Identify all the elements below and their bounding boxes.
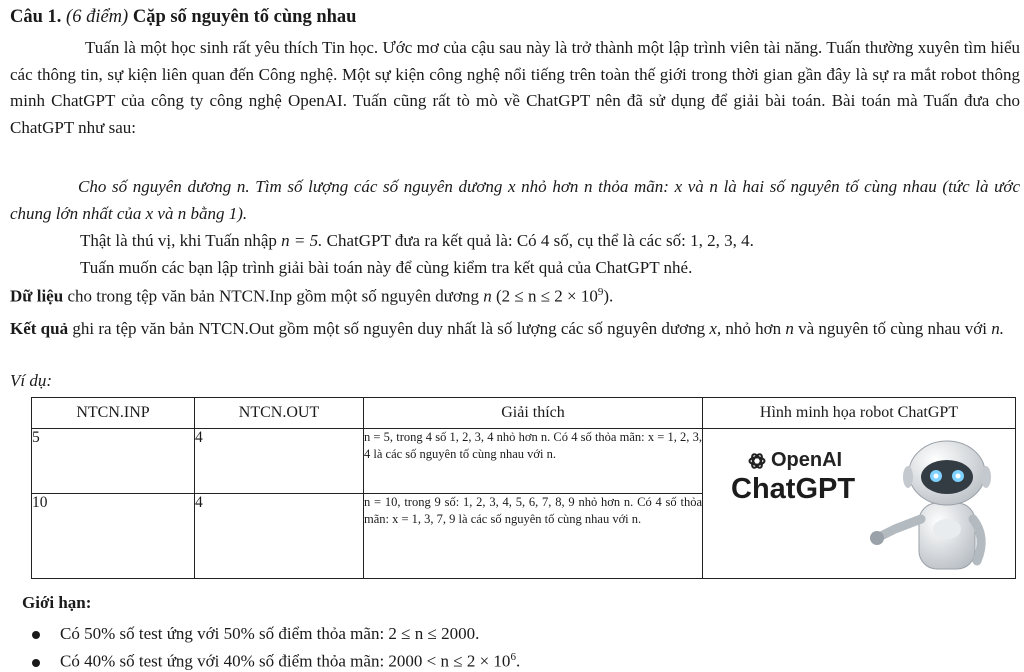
input-spec-close: ). <box>603 286 614 306</box>
chatgpt-logo-text: ChatGPT <box>731 473 856 505</box>
input-spec-exponent: 9 <box>597 286 604 298</box>
chatgpt-illustration <box>703 429 1015 577</box>
bullet-icon <box>32 659 40 667</box>
table-header: Giải thích <box>364 398 703 429</box>
bullet-icon <box>32 631 40 639</box>
input-spec <box>10 286 613 307</box>
output-spec-var-n2: n. <box>991 319 1004 338</box>
example-sentence-math: n = 5. <box>281 231 323 250</box>
output-spec <box>10 314 1020 343</box>
limit-item-end: . <box>515 651 521 671</box>
limit-item <box>32 651 520 672</box>
output-spec-text1: ghi ra tệp văn bản NTCN.Out gồm một số nguyên duy nhất là số lượng các số nguyên dương <box>72 319 706 338</box>
openai-icon <box>747 451 767 471</box>
example-table <box>31 397 1016 579</box>
output-spec-var-n: n <box>785 319 794 338</box>
table-header-row <box>32 398 1016 429</box>
limit-item-exponent: 6 <box>510 651 516 663</box>
table-cell-out: 4 <box>195 429 364 494</box>
table-header: Hình minh họa robot ChatGPT <box>703 398 1016 429</box>
table-cell-inp: 5 <box>32 429 195 494</box>
limits-heading: Giới hạn: <box>22 593 92 612</box>
output-spec-text2: nhỏ hơn <box>725 319 782 338</box>
robot-icon <box>863 433 1003 573</box>
output-spec-text3: và nguyên tố cùng nhau với <box>798 319 987 338</box>
input-spec-label: Dữ liệu <box>10 286 64 306</box>
example-sentence-post: ChatGPT đưa ra kết quả là: Có 4 số, cụ thể là các số: 1, 2, 3, 4. <box>326 231 754 250</box>
table-row <box>32 429 1016 494</box>
table-cell-explanation: n = 5, trong 4 số 1, 2, 3, 4 nhỏ hơn n. Có 4 số thỏa mãn: x = 1, 2, 3, 4 là các số nguyên tố cùng nhau với n. <box>364 429 703 494</box>
openai-logo-text: OpenAI <box>771 449 843 471</box>
table-header: NTCN.OUT <box>195 398 364 429</box>
question-label: Câu 1. <box>10 7 62 27</box>
example-sentence <box>80 231 754 251</box>
table-cell-out: 4 <box>195 494 364 579</box>
question-title <box>10 7 356 28</box>
question-name: Cặp số nguyên tố cùng nhau <box>132 7 357 27</box>
invite-sentence: Tuấn muốn các bạn lập trình giải bài toán này để cùng kiểm tra kết quả của ChatGPT nhé. <box>80 258 693 277</box>
limit-item <box>32 624 479 644</box>
intro-paragraph: Tuấn là một học sinh rất yêu thích Tin học. Ước mơ của cậu sau này là trở thành một lập trình viên tài năng. Tuấn thường xuyên tìm hiểu các thông tin, sự kiện liên quan đến Công nghệ. Một sự kiện công nghệ nổi tiếng trên toàn thế giới trong thời gian gần đây là sự ra mắt robot thông minh ChatGPT của công ty công nghệ OpenAI. Tuấn cũng rất tò mò về ChatGPT nên đã sử dụng để giải bài toán. Bài toán mà Tuấn đưa cho ChatGPT như sau: <box>10 38 1020 137</box>
limit-item-text: Có 50% số test ứng với 50% số điểm thỏa mãn: 2 ≤ n ≤ 2000. <box>60 624 480 643</box>
output-spec-var-x: x, <box>709 319 722 338</box>
table-header: NTCN.INP <box>32 398 195 429</box>
illustration-cell <box>703 429 1016 579</box>
output-spec-label: Kết quả <box>10 319 69 338</box>
problem-statement: Cho số nguyên dương n. Tìm số lượng các số nguyên dương x nhỏ hơn n thỏa mãn: x và n là hai số nguyên tố cùng nhau (tức là ước chung lớn nhất của x và n bằng 1). <box>10 177 1020 223</box>
example-label: Ví dụ: <box>10 371 53 390</box>
example-sentence-pre: Thật là thú vị, khi Tuấn nhập <box>80 231 277 250</box>
question-points: (6 điểm) <box>66 7 129 27</box>
openai-logo <box>747 449 842 472</box>
input-spec-text: cho trong tệp văn bản NTCN.Inp gồm một số nguyên dương <box>67 286 479 306</box>
table-cell-inp: 10 <box>32 494 195 579</box>
input-spec-var: n <box>483 286 492 306</box>
limit-item-text: Có 40% số test ứng với 40% số điểm thỏa mãn: 2000 < n ≤ 2 × 10 <box>60 651 511 671</box>
input-spec-constraint: (2 ≤ n ≤ 2 × 10 <box>495 286 598 306</box>
table-cell-explanation: n = 10, trong 9 số: 1, 2, 3, 4, 5, 6, 7, 8, 9 nhỏ hơn n. Có 4 số thỏa mãn: x = 1, 3, 7, 9 là các số nguyên tố cùng nhau với n. <box>364 494 703 579</box>
